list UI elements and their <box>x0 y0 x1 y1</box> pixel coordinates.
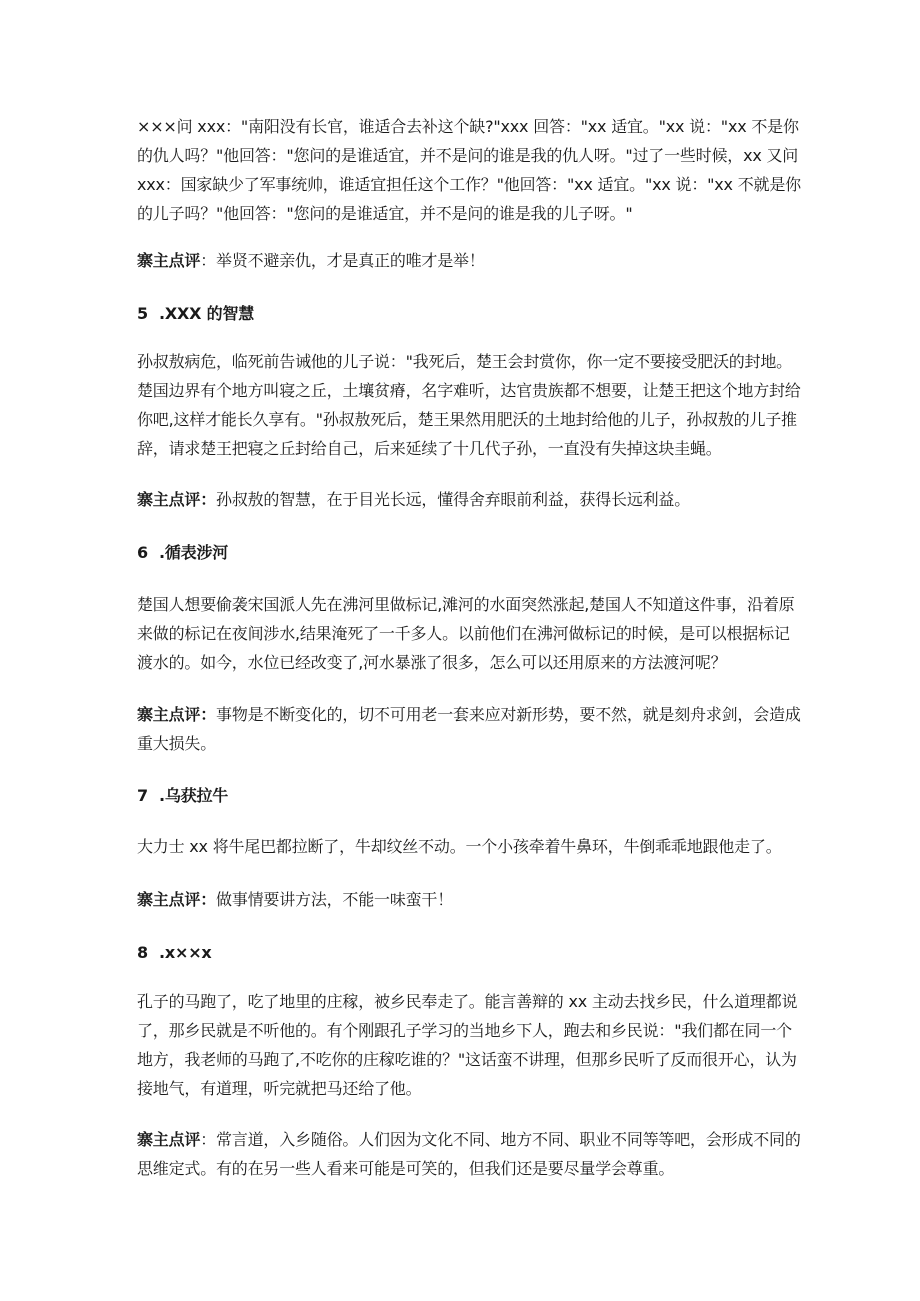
section-title: .XXX 的智慧 <box>159 304 255 323</box>
comment-text: 孙叔敖的智慧，在于目光长远，懂得舍弃眼前利益，获得长远利益。 <box>216 490 691 509</box>
comment-5 <box>137 1125 805 1183</box>
section-heading-5 <box>137 299 805 328</box>
section-heading-8 <box>137 938 805 967</box>
comment-text: 常言道，入乡随俗。人们因为文化不同、地方不同、职业不同等等吧，会形成不同的思维定式。有的在另一些人看来可能是可笑的，但我们还是要尽量学会尊重。 <box>137 1130 801 1178</box>
comment-3 <box>137 700 805 758</box>
comment-label: 寨主点评 <box>137 251 201 270</box>
section-heading-6 <box>137 538 805 567</box>
comment-label: 寨主点评 <box>137 1130 201 1149</box>
section-number: 6 <box>137 543 148 562</box>
comment-2 <box>137 485 805 514</box>
comment-label: 寨主点评 <box>137 490 201 509</box>
comment-1 <box>137 246 805 275</box>
section-number: 8 <box>137 943 148 962</box>
section-title: .x××x <box>159 943 212 962</box>
comment-separator: ： <box>200 705 217 724</box>
section-body-8: 孔子的马跑了，吃了地里的庄稼，被乡民奉走了。能言善辩的 xx 主动去找乡民，什么道理都说了，那乡民就是不听他的。有个刚跟孔子学习的当地乡下人，跑去和乡民说："我们都在同一个地方，我老师的马跑了,不吃你的庄稼吃谁的？"这话蛮不讲理，但那乡民听了反而很开心，认为接地气，有道理，听完就把马还给了他。 <box>137 992 798 1098</box>
section-title: .循表涉河 <box>159 543 229 562</box>
section-number: 7 <box>137 786 148 805</box>
intro-paragraph: ×××问 xxx："南阳没有长官，谁适合去补这个缺?"xxx 回答："xx 适宜。"xx 说："xx 不是你的仇人吗？"他回答："您问的是谁适宜，并不是问的谁是我的仇人呀。"过了一些时候，xx 又问 xxx：国家缺少了军事统帅，谁适宜担任这个工作？"他回答："xx 适宜。"xx 说："xx 不就是你的儿子吗？"他回答："您问的是谁适宜，并不是问的谁是我的儿子呀。" <box>137 117 801 223</box>
section-body-5: 孙叔敖病危，临死前告诫他的儿子说："我死后，楚王会封赏你，你一定不要接受肥沃的封地。楚国边界有个地方叫寝之丘，土壤贫瘠，名字难听，达官贵族都不想要，让楚王把这个地方封给你吧,这样才能长久享有。"孙叔敖死后，楚王果然用肥沃的土地封给他的儿子，孙叔敖的儿子推辞，请求楚王把寝之丘封给自己，后来延续了十几代子孙，一直没有失掉这块圭蝇。 <box>137 352 801 458</box>
comment-text: 做事情要讲方法，不能一味蛮干！ <box>216 890 454 909</box>
comment-text: 举贤不避亲仇，才是真正的唯才是举！ <box>216 251 485 270</box>
comment-separator: ： <box>200 1130 217 1149</box>
section-heading-7 <box>137 781 805 810</box>
comment-separator: ： <box>200 251 217 270</box>
section-body-6: 楚国人想要偷袭宋国派人先在沸河里做标记,滩河的水面突然涨起,楚国人不知道这件事，沿着原来做的标记在夜间涉水,结果淹死了一千多人。以前他们在沸河做标记的时候，是可以根据标记渡水的。如今，水位已经改变了,河水暴涨了很多，怎么可以还用原来的方法渡河呢？ <box>137 595 795 672</box>
comment-label: 寨主点评 <box>137 705 201 724</box>
comment-4 <box>137 885 805 914</box>
comment-text: 事物是不断变化的，切不可用老一套来应对新形势，要不然，就是刻舟求剑，会造成重大损失。 <box>137 705 801 753</box>
section-number: 5 <box>137 304 148 323</box>
comment-label: 寨主点评 <box>137 890 201 909</box>
section-body-7: 大力士 xx 将牛尾巴都拉断了，牛却纹丝不动。一个小孩牵着牛鼻环，牛倒乖乖地跟他走了。 <box>137 837 782 856</box>
comment-separator: ： <box>200 490 217 509</box>
comment-separator: ： <box>200 890 217 909</box>
section-title: .乌获拉牛 <box>159 786 229 805</box>
